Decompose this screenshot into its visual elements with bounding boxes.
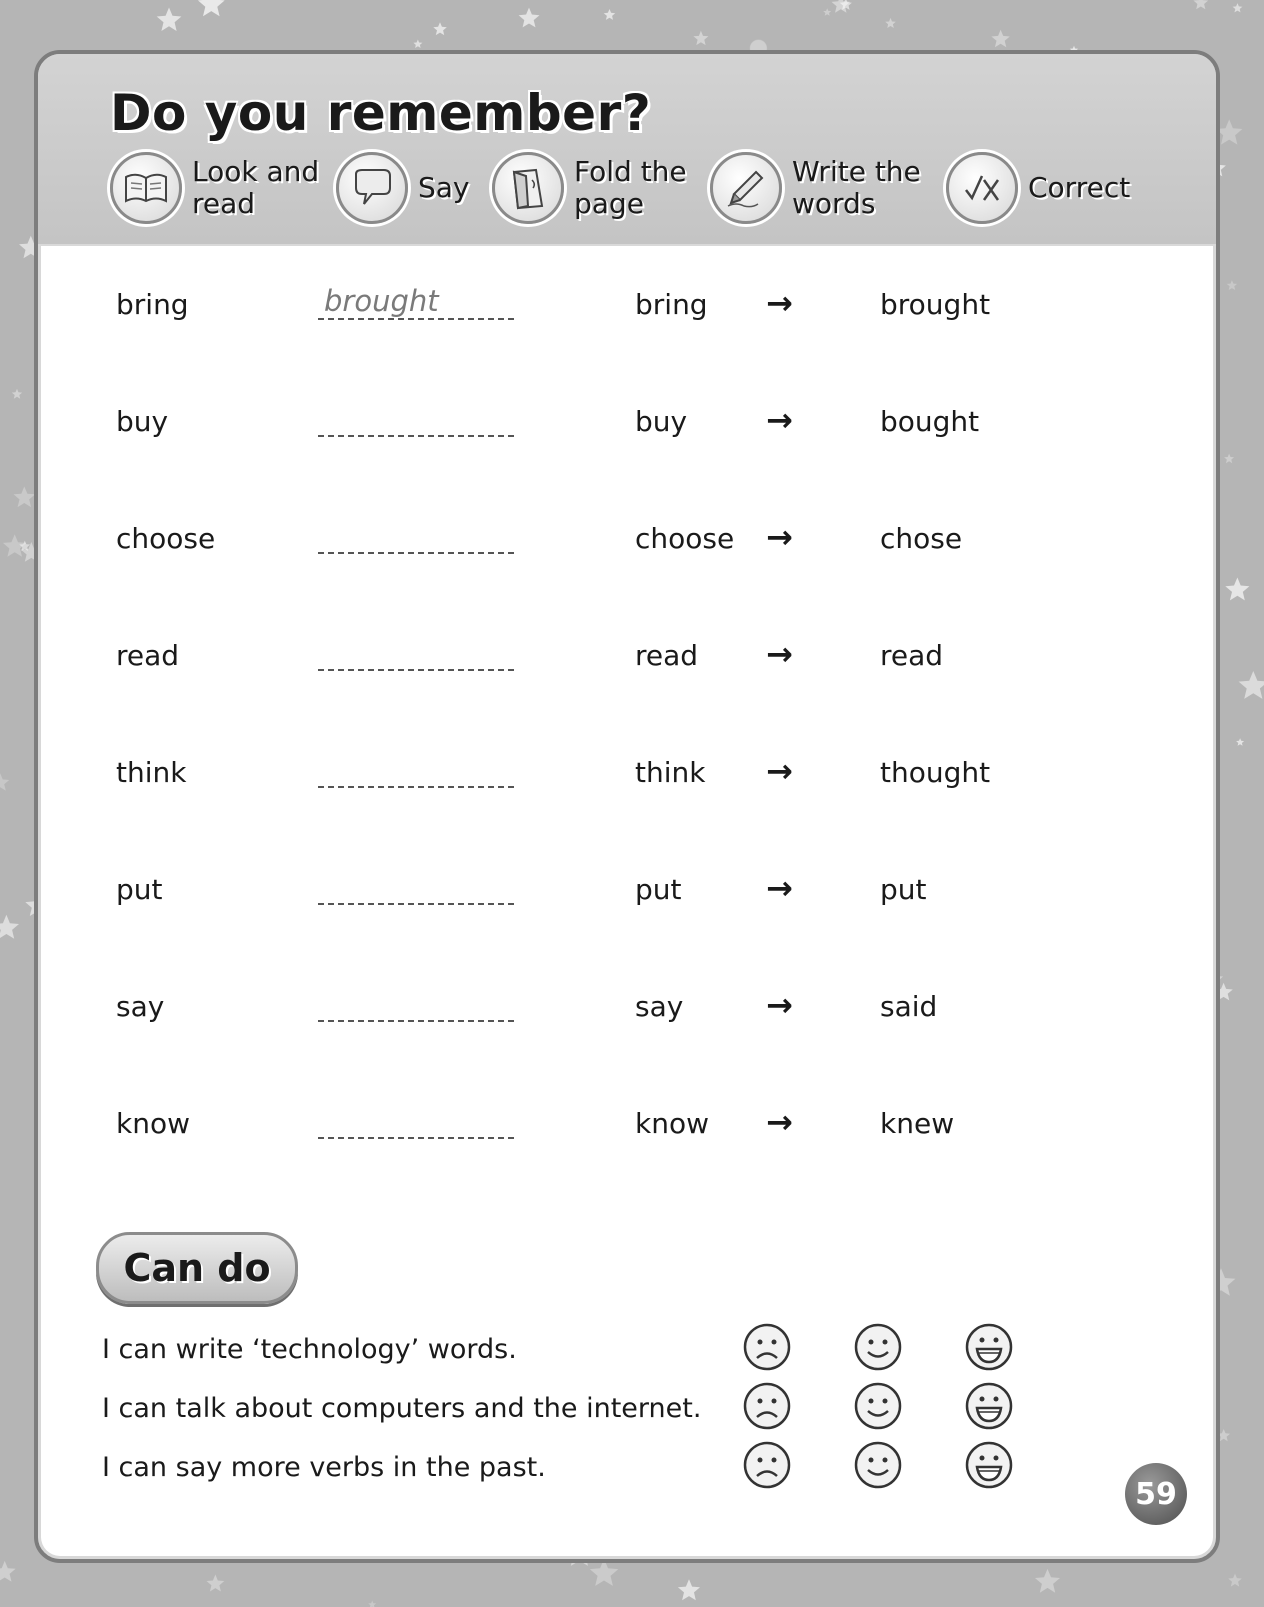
past-tense-verb: read: [880, 639, 944, 672]
can-do-statement: I can write ‘technology’ words.: [102, 1334, 517, 1365]
decorative-star: [0, 915, 19, 939]
verb-row: [38, 859, 1216, 919]
step-label-line1: Say: [418, 171, 470, 204]
step-label: [1028, 172, 1130, 204]
decorative-star: [1225, 578, 1249, 601]
pen-icon: [710, 152, 782, 224]
decorative-star: [0, 1561, 16, 1582]
step-look-and-read: [110, 150, 319, 226]
can-do-title: Can do: [123, 1246, 271, 1290]
answer-line[interactable]: [318, 552, 514, 554]
step-write-the-words: [710, 150, 921, 226]
rating-faces: [738, 1440, 1028, 1492]
arrow-icon: →: [766, 752, 793, 790]
check-base-verb: choose: [635, 522, 735, 555]
check-base-verb: know: [635, 1107, 709, 1140]
smile-face-icon[interactable]: [853, 1381, 903, 1431]
worksheet-panel: [34, 50, 1220, 1563]
decorative-star: [198, 0, 225, 16]
arrow-icon: →: [766, 1103, 793, 1141]
decorative-star: [678, 1579, 700, 1600]
can-do-statement: I can say more verbs in the past.: [102, 1452, 546, 1483]
big-smile-face-icon[interactable]: [964, 1440, 1014, 1490]
smile-face-icon[interactable]: [853, 1322, 903, 1372]
verb-row: [38, 508, 1216, 568]
step-correct: [946, 150, 1130, 226]
arrow-icon: →: [766, 635, 793, 673]
verb-row: [38, 742, 1216, 802]
decorative-star: [1224, 454, 1234, 464]
step-label-line1: Fold the: [574, 155, 687, 188]
base-verb: say: [116, 990, 165, 1023]
rating-faces: [738, 1322, 1028, 1374]
answer-line[interactable]: [318, 318, 514, 320]
step-label: [792, 156, 921, 220]
step-label-line2: words: [792, 187, 876, 220]
past-tense-verb: put: [880, 873, 927, 906]
base-verb: know: [116, 1107, 190, 1140]
sad-face-icon[interactable]: [742, 1381, 792, 1431]
big-smile-face-icon[interactable]: [964, 1381, 1014, 1431]
written-answer: brought: [324, 284, 439, 318]
big-smile-face-icon[interactable]: [964, 1322, 1014, 1372]
step-label-line2: page: [574, 187, 644, 220]
decorative-star: [1227, 280, 1237, 290]
check-base-verb: read: [635, 639, 699, 672]
step-label-line1: Look and: [192, 155, 320, 188]
decorative-star: [519, 8, 540, 28]
check-base-verb: buy: [635, 405, 688, 438]
check-base-verb: say: [635, 990, 684, 1023]
base-verb: think: [116, 756, 187, 789]
decorative-star: [1236, 738, 1244, 746]
base-verb: buy: [116, 405, 169, 438]
decorative-star: [413, 40, 422, 49]
base-verb: read: [116, 639, 180, 672]
arrow-icon: →: [766, 401, 793, 439]
verb-row: [38, 274, 1216, 334]
verb-row: [38, 625, 1216, 685]
base-verb: put: [116, 873, 163, 906]
step-say: [336, 150, 470, 226]
answer-line[interactable]: [318, 1020, 514, 1022]
past-tense-verb: brought: [880, 288, 991, 321]
page-title: Do you remember?: [110, 84, 652, 142]
verb-row: [38, 1093, 1216, 1153]
sad-face-icon[interactable]: [742, 1322, 792, 1372]
open-book-icon: [110, 152, 182, 224]
step-label-line1: Write the: [792, 155, 921, 188]
arrow-icon: →: [766, 518, 793, 556]
check-base-verb: put: [635, 873, 682, 906]
base-verb: bring: [116, 288, 189, 321]
step-label: [192, 156, 319, 220]
decorative-star: [0, 773, 9, 790]
tick-cross-icon: [946, 152, 1018, 224]
speech-bubble-icon: [336, 152, 408, 224]
decorative-star: [1228, 1574, 1242, 1587]
check-base-verb: think: [635, 756, 706, 789]
answer-line[interactable]: [318, 435, 514, 437]
past-tense-verb: thought: [880, 756, 991, 789]
instruction-steps: [110, 150, 1210, 230]
arrow-icon: →: [766, 869, 793, 907]
answer-line[interactable]: [318, 669, 514, 671]
can-do-badge: [96, 1232, 298, 1304]
answer-line[interactable]: [318, 903, 514, 905]
step-fold-the-page: [492, 150, 687, 226]
decorative-star: [991, 30, 1009, 47]
decorative-star: [1035, 1569, 1060, 1593]
sad-face-icon[interactable]: [742, 1440, 792, 1490]
step-label-line2: read: [192, 187, 256, 220]
decorative-star: [823, 8, 831, 16]
arrow-icon: →: [766, 284, 793, 322]
verb-row: [38, 976, 1216, 1036]
decorative-star: [1239, 671, 1264, 699]
rating-faces: [738, 1381, 1028, 1433]
decorative-star: [604, 9, 616, 20]
decorative-star: [1233, 3, 1243, 12]
verb-row: [38, 391, 1216, 451]
panel-header: [38, 54, 1216, 246]
answer-line[interactable]: [318, 786, 514, 788]
decorative-star: [1193, 0, 1208, 9]
decorative-star: [433, 22, 447, 35]
can-do-statement: I can talk about computers and the internet.: [102, 1393, 702, 1424]
past-tense-verb: chose: [880, 522, 963, 555]
decorative-star: [885, 18, 896, 28]
decorative-star: [693, 31, 708, 45]
decorative-star: [368, 1601, 376, 1607]
past-tense-verb: knew: [880, 1107, 955, 1140]
answer-line[interactable]: [318, 1137, 514, 1139]
check-base-verb: bring: [635, 288, 708, 321]
step-label: [574, 156, 687, 220]
step-label: [418, 172, 470, 204]
decorative-star: [14, 487, 36, 508]
base-verb: choose: [116, 522, 216, 555]
folded-page-icon: [492, 152, 564, 224]
decorative-star: [157, 8, 182, 32]
page-number: 59: [1125, 1463, 1187, 1525]
step-label-line1: Correct: [1028, 171, 1131, 204]
decorative-star: [12, 389, 22, 399]
arrow-icon: →: [766, 986, 793, 1024]
decorative-star: [207, 1575, 225, 1592]
past-tense-verb: said: [880, 990, 938, 1023]
smile-face-icon[interactable]: [853, 1440, 903, 1490]
past-tense-verb: bought: [880, 405, 980, 438]
